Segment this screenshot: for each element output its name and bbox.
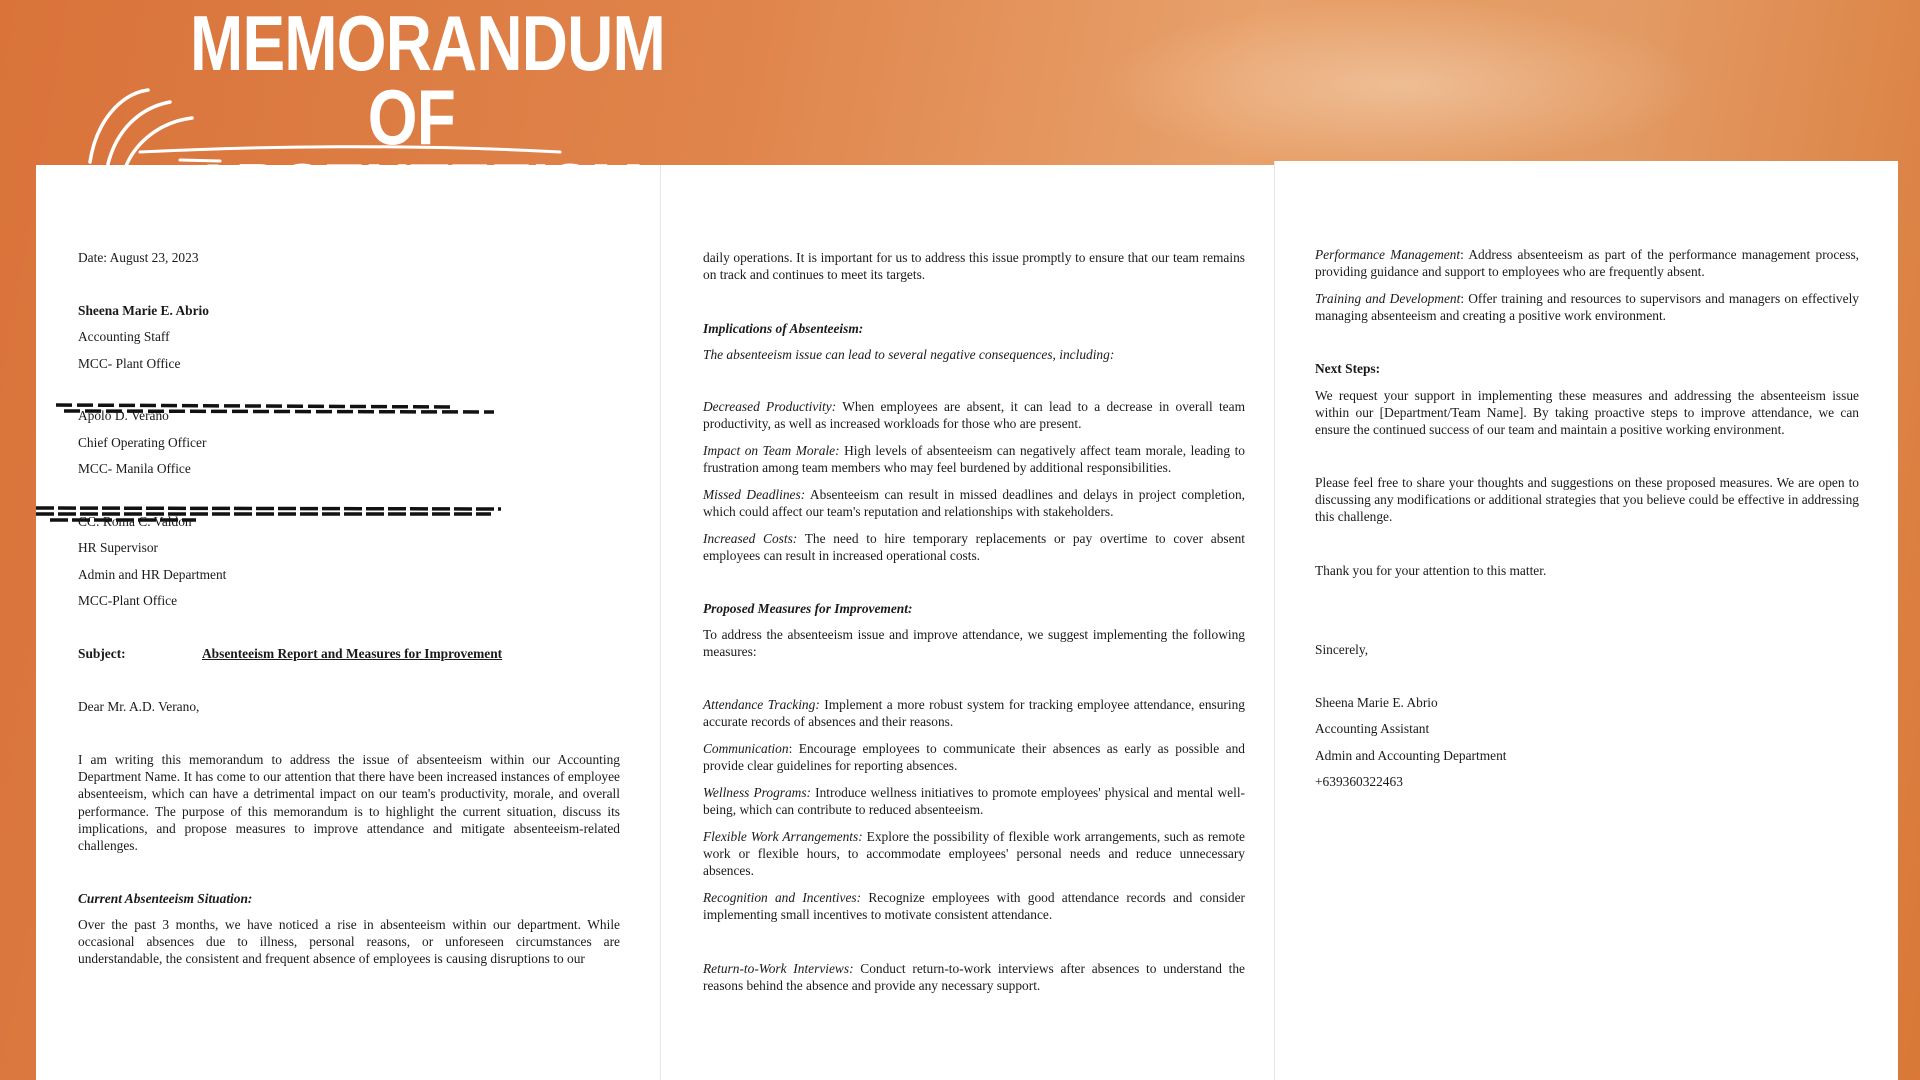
implication-text: Absenteeism can result in missed deadlines and delays in project completion, which could affect our team's reputation and relationships with stakeholders.	[703, 487, 1245, 520]
closing: Sincerely,	[1315, 642, 1369, 657]
next-steps-paragraph: We request your support in implementing these measures and addressing the absenteeism issue within our [Department/Team Name]. By taking proactive steps to improve attendance, we can ensure the continued success of our team and maintain a positive working environment.	[1315, 388, 1859, 438]
measure-item	[703, 960, 1245, 994]
to-name: Apolo D. Verano	[78, 408, 169, 423]
measure-term: Flexible Work Arrangements:	[703, 829, 863, 844]
situation-heading: Current Absenteeism Situation:	[78, 891, 253, 906]
measures-heading: Proposed Measures for Improvement:	[703, 601, 913, 616]
implication-item	[703, 530, 1245, 564]
measure-text: Explore the possibility of flexible work arrangements, such as remote work or flexible hours, to accommodate employees' personal needs and reduce unnecessary absences.	[703, 829, 1245, 879]
next-steps-heading: Next Steps:	[1315, 361, 1381, 376]
memo-page-1	[36, 165, 660, 1080]
implication-term: Increased Costs:	[703, 531, 798, 546]
measure-text: : Offer training and resources to supervisors and managers on effectively managing absenteeism and creating a positive work environment.	[1315, 291, 1859, 324]
measure-term: Communication	[703, 741, 789, 756]
measure-term: Wellness Programs:	[703, 785, 812, 800]
implications-intro: The absenteeism issue can lead to several negative consequences, including:	[703, 347, 1115, 362]
subject-label: Subject:	[78, 646, 126, 661]
salutation: Dear Mr. A.D. Verano,	[78, 699, 200, 714]
memo-page-2	[660, 165, 1274, 1080]
implication-text: When employees are absent, it can lead to a decrease in overall team productivity, as well as increased workloads for those who are present.	[703, 399, 1245, 432]
background-glow	[1100, 0, 1700, 170]
from-office: MCC- Plant Office	[78, 356, 181, 371]
measure-term: Return-to-Work Interviews:	[703, 961, 854, 976]
signature-position: Accounting Assistant	[1315, 721, 1430, 736]
measure-item	[1315, 290, 1859, 324]
title-line-1: MEMORANDUM OF	[190, 0, 665, 161]
measure-item	[703, 740, 1245, 774]
intro-paragraph: I am writing this memorandum to address the issue of absenteeism within our Accounting Department Name. It has come to our attention that there have been increased instances of employee absenteeism, which can have a detrimental impact on our team's productivity, morale, and overall performance. The purpose of this memorandum is to highlight the current situation, discuss its implications, and propose measures to improve attendance and mitigate absenteeism-related challenges.	[78, 752, 620, 854]
signature-department: Admin and Accounting Department	[1315, 748, 1507, 763]
measure-text: Recognize employees with good attendance records and consider implementing small incentives to motivate consistent attendance.	[703, 890, 1245, 923]
measure-item	[703, 889, 1245, 923]
measure-text: Conduct return-to-work interviews after absences to understand the reasons behind the absence and provide any necessary support.	[703, 961, 1246, 994]
memo-page-3	[1274, 161, 1898, 1080]
implications-heading: Implications of Absenteeism:	[703, 321, 864, 336]
redaction-mark-2	[36, 505, 506, 523]
decorative-swoosh	[80, 82, 600, 167]
redaction-mark-1	[54, 401, 494, 415]
implication-text: The need to hire temporary replacements or pay overtime to cover absent employees can result in increased operational costs.	[703, 531, 1245, 564]
cc-office: MCC-Plant Office	[78, 593, 178, 608]
measure-text: : Encourage employees to communicate their absences as early as possible and provide clear guidelines for reporting absences.	[703, 741, 1245, 774]
measure-term: Recognition and Incentives:	[703, 890, 862, 905]
cc-name: CC: Roma C. Valdon	[78, 514, 192, 529]
implication-text: High levels of absenteeism can negatively affect team morale, leading to frustration among team members who may feel burdened by additional responsibilities.	[703, 443, 1245, 476]
measures-intro: To address the absenteeism issue and improve attendance, we suggest implementing the following measures:	[703, 627, 1245, 660]
measure-item	[703, 828, 1245, 880]
implication-item	[703, 486, 1245, 520]
implication-item	[703, 442, 1245, 476]
situation-paragraph: Over the past 3 months, we have noticed a rise in absenteeism within our department. While occasional absences due to illness, personal reasons, or unforeseen circumstances are understandable, the consistent and frequent absence of employees is causing disruptions to our	[78, 917, 620, 967]
signature-name: Sheena Marie E. Abrio	[1315, 695, 1438, 710]
measure-item	[703, 696, 1245, 730]
implication-item	[703, 398, 1245, 432]
signature-phone: +639360322463	[1315, 774, 1403, 789]
continued-paragraph: daily operations. It is important for us to address this issue promptly to ensure that our team remains on track and continues to meet its targets.	[703, 250, 1245, 283]
to-office: MCC- Manila Office	[78, 461, 191, 476]
measure-text: Introduce wellness initiatives to promote employees' physical and mental well-being, which can contribute to reduced absenteeism.	[703, 785, 1245, 818]
measure-term: Attendance Tracking:	[703, 697, 820, 712]
memo-date: Date: August 23, 2023	[78, 250, 199, 265]
to-position: Chief Operating Officer	[78, 435, 207, 450]
measure-term: Training and Development	[1315, 291, 1461, 306]
from-name: Sheena Marie E. Abrio	[78, 303, 209, 318]
cc-department: Admin and HR Department	[78, 567, 227, 582]
measure-term: Performance Management	[1315, 247, 1461, 262]
feedback-paragraph: Please feel free to share your thoughts and suggestions on these proposed measures. We are open to discussing any modifications or additional strategies that you believe could be effective in addressing this challenge.	[1315, 475, 1859, 525]
implication-term: Impact on Team Morale:	[703, 443, 840, 458]
from-position: Accounting Staff	[78, 329, 170, 344]
thanks-line: Thank you for your attention to this matter.	[1315, 563, 1547, 578]
implication-term: Missed Deadlines:	[703, 487, 806, 502]
measure-text: : Address absenteeism as part of the performance management process, providing guidance and support to employees who are frequently absent.	[1315, 247, 1859, 280]
measure-item	[703, 784, 1245, 818]
implication-term: Decreased Productivity:	[703, 399, 837, 414]
measure-text: Implement a more robust system for tracking employee attendance, ensuring accurate records of absences and their reasons.	[703, 697, 1245, 730]
cc-position: HR Supervisor	[78, 540, 158, 555]
measure-item	[1315, 246, 1859, 280]
subject-text: Absenteeism Report and Measures for Improvement	[202, 646, 503, 661]
